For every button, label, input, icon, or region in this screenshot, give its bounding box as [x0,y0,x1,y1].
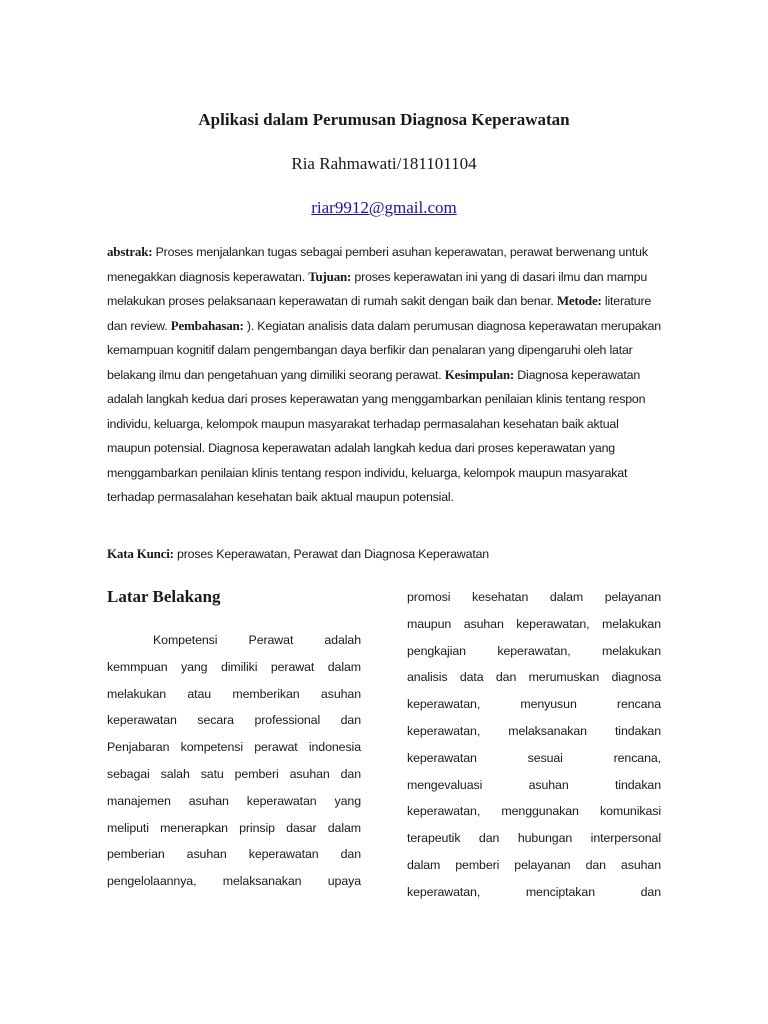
right-column-line: keperawatan, menciptakan dan [407,884,661,899]
keywords-label: Kata Kunci: [107,546,174,561]
keywords-line [107,546,663,562]
right-column-line: maupun asuhan keperawatan, melakukan [407,616,661,631]
abstract-label: abstrak: [107,244,153,259]
tujuan-label: Tujuan: [308,268,352,284]
left-column-line: pengelolaannya, melaksanakan upaya [107,874,361,889]
left-column-line: sebagai salah satu pemberi asuhan dan [107,766,361,781]
tujuan-text: proses keperawatan ini yang di dasari ilmu dan mampu melakukan proses pelaksanaan keperawatan di rumah sakit dengan baik dan benar. [107,269,648,308]
kesimpulan-text: Diagnosa keperawatan adalah langkah kedua dari proses keperawatan yang menggambarkan penilaian klinis tentang respon individu, keluarga, kelompok maupun masyarakat terhadap permasalahan kesehatan baik aktual maupun potensial. Diagnosa keperawatan adalah langkah kedua dari proses keperawatan yang menggambarkan penilaian klinis tentang respon individu, keluarga, kelompok maupun masyarakat terhadap permasalahan kesehatan baik aktual maupun potensial. [107,367,646,504]
right-column-line: promosi kesehatan dalam pelayanan [407,590,661,604]
email-line [0,198,768,218]
left-column-line: Penjabaran kompetensi perawat indonesia [107,740,361,755]
left-column-line: melakukan atau memberikan asuhan [107,686,361,701]
left-column-line: pemberian asuhan keperawatan dan [107,847,361,862]
right-column-line: keperawatan, menggunakan komunikasi [407,804,661,819]
metode-text: literature dan review. [107,294,652,333]
right-column-line: terapeutik dan hubungan interpersonal [407,831,661,846]
left-column-line: kemmpuan yang dimiliki perawat dalam [107,659,361,674]
right-column [407,584,661,906]
right-column-line: dalam pemberi pelayanan dan asuhan [407,857,661,872]
left-column [107,627,361,895]
left-column-line: manajemen asuhan keperawatan yang [107,793,361,808]
section-heading: Latar Belakang [107,587,221,606]
email-link[interactable]: riar9912@gmail.com [311,198,457,217]
right-column-line: keperawatan, melaksanakan tindakan [407,723,661,738]
left-column-line: Kompetensi Perawat adalah [153,633,361,647]
paper-title: Aplikasi dalam Perumusan Diagnosa Keperawatan [198,110,570,129]
left-column-line: keperawatan secara professional dan [107,713,361,728]
kesimpulan-label: Kesimpulan: [444,366,515,382]
right-column-line: mengevaluasi asuhan tindakan [407,777,661,792]
abstract-paragraph [107,240,663,510]
keywords-text: proses Keperawatan, Perawat dan Diagnosa Keperawatan [173,547,489,561]
right-column-line: keperawatan, menyusun rencana [407,697,661,712]
author-line: Ria Rahmawati/181101104 [291,154,477,173]
right-column-line: analisis data dan merumuskan diagnosa [407,670,661,685]
metode-label: Metode: [556,293,602,308]
left-column-line: meliputi menerapkan prinsip dasar dalam [107,820,361,835]
pembahasan-text: ). Kegiatan analisis data dalam perumusan diagnosa keperawatan merupakan kemampuan kognitif dalam pengembangan daya berfikir dan penalaran yang dipengaruhi oleh latar belakang ilmu dan pengetahuan yang dimiliki seorang perawat. [107,318,661,382]
pembahasan-label: Pembahasan: [170,317,244,333]
right-column-line: pengkajian keperawatan, melakukan [407,643,661,658]
right-column-line: keperawatan sesuai rencana, [407,750,661,765]
abstract-text: Proses menjalankan tugas sebagai pemberi asuhan keperawatan, perawat berwenang untuk menegakkan diagnosis keperawatan. [107,245,648,284]
